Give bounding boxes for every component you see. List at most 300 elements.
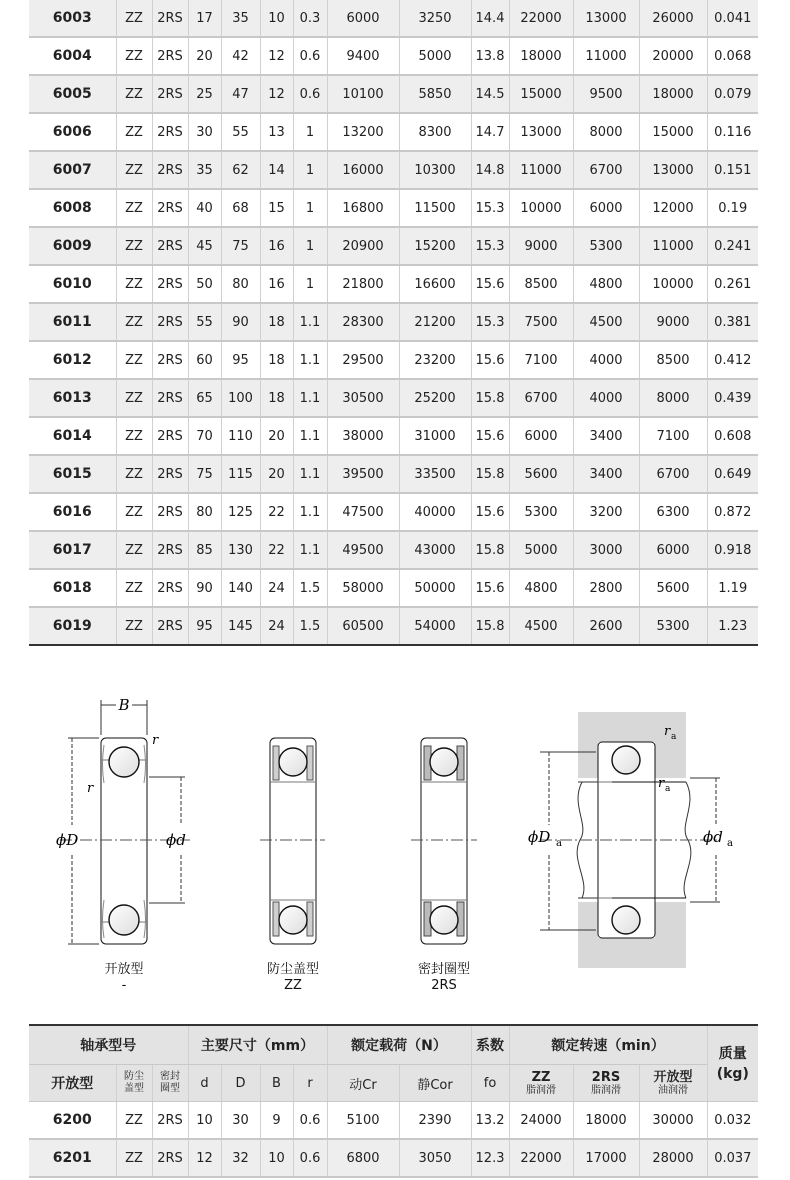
- table-cell: 2390: [399, 1102, 471, 1140]
- table-row: [29, 531, 758, 569]
- table-cell: 6000: [573, 189, 639, 227]
- bearing-model-cell: 6013: [29, 379, 116, 417]
- table-cell: 15.8: [471, 379, 509, 417]
- label-da-sub: a: [727, 838, 733, 849]
- table-cell: 0.6: [293, 75, 327, 113]
- header-speed-open-label: 开放型: [653, 1070, 693, 1085]
- table-cell: ZZ: [116, 341, 152, 379]
- header-speed-open-sub: 油润滑: [658, 1085, 689, 1096]
- table-cell: 8000: [639, 379, 707, 417]
- label-r-top: r: [152, 733, 159, 748]
- bearing-model-cell: 6009: [29, 227, 116, 265]
- table-cell: 10300: [399, 151, 471, 189]
- header-cor: 静Cor: [399, 1065, 471, 1102]
- table-cell: 43000: [399, 531, 471, 569]
- table-cell: 5100: [327, 1102, 399, 1140]
- table-cell: 29500: [327, 341, 399, 379]
- table-cell: 0.041: [707, 0, 758, 37]
- table-cell: 11000: [573, 37, 639, 75]
- table-cell: 30000: [639, 1102, 707, 1140]
- table-cell: 26000: [639, 0, 707, 37]
- table-cell: 2RS: [152, 303, 188, 341]
- table-cell: 30: [221, 1102, 260, 1140]
- table-cell: 30: [188, 113, 221, 151]
- table-cell: 15.8: [471, 607, 509, 645]
- bearing-model-cell: 6017: [29, 531, 116, 569]
- table-cell: 3400: [573, 455, 639, 493]
- table-cell: 2RS: [152, 189, 188, 227]
- table-cell: 0.649: [707, 455, 758, 493]
- header-factor: 系数: [471, 1025, 509, 1065]
- table-cell: 2800: [573, 569, 639, 607]
- table-row: [29, 37, 758, 75]
- table-cell: 1.1: [293, 493, 327, 531]
- table-cell: 0.439: [707, 379, 758, 417]
- table-cell: 13000: [639, 151, 707, 189]
- table-cell: 10: [188, 1102, 221, 1140]
- table-cell: 18000: [639, 75, 707, 113]
- table-cell: 2RS: [152, 1139, 188, 1177]
- table-cell: ZZ: [116, 0, 152, 37]
- table-cell: ZZ: [116, 379, 152, 417]
- table-cell: 33500: [399, 455, 471, 493]
- table-cell: 4500: [573, 303, 639, 341]
- table-cell: 25: [188, 75, 221, 113]
- table-cell: 38000: [327, 417, 399, 455]
- table-cell: 85: [188, 531, 221, 569]
- table-cell: ZZ: [116, 189, 152, 227]
- bearing-model-cell: 6010: [29, 265, 116, 303]
- table-cell: 47: [221, 75, 260, 113]
- header-zz: 防尘 盖型: [116, 1065, 152, 1102]
- table-cell: 40000: [399, 493, 471, 531]
- table-cell: 42: [221, 37, 260, 75]
- table-cell: 3200: [573, 493, 639, 531]
- table-cell: 2RS: [152, 531, 188, 569]
- header-cr: 动Cr: [327, 1065, 399, 1102]
- caption-open: [84, 962, 164, 994]
- table-cell: 6000: [639, 531, 707, 569]
- table-cell: ZZ: [116, 113, 152, 151]
- table-cell: 80: [221, 265, 260, 303]
- table-cell: 3000: [573, 531, 639, 569]
- table-cell: 2RS: [152, 113, 188, 151]
- table-cell: 4000: [573, 379, 639, 417]
- table-cell: 12000: [639, 189, 707, 227]
- table-cell: 16800: [327, 189, 399, 227]
- header-speed-zz-label: ZZ: [531, 1070, 551, 1085]
- table-cell: 0.6: [293, 1102, 327, 1140]
- table-cell: 1.1: [293, 379, 327, 417]
- table-cell: 0.3: [293, 0, 327, 37]
- table-cell: 13.8: [471, 37, 509, 75]
- table-cell: 1: [293, 265, 327, 303]
- table-cell: 0.079: [707, 75, 758, 113]
- table-row: [29, 1139, 758, 1177]
- table-cell: 20900: [327, 227, 399, 265]
- table-cell: 115: [221, 455, 260, 493]
- table-cell: 90: [188, 569, 221, 607]
- label-ra-top-sub: a: [671, 732, 677, 742]
- table-cell: 13200: [327, 113, 399, 151]
- table-cell: 5600: [509, 455, 573, 493]
- table-cell: 9: [260, 1102, 293, 1140]
- table-cell: 31000: [399, 417, 471, 455]
- table-cell: 13000: [509, 113, 573, 151]
- table-cell: 6300: [639, 493, 707, 531]
- bearing-model-cell: 6015: [29, 455, 116, 493]
- table-cell: 50: [188, 265, 221, 303]
- table-cell: 2RS: [152, 37, 188, 75]
- table-cell: 14.4: [471, 0, 509, 37]
- table-cell: 130: [221, 531, 260, 569]
- bearing-model-cell: 6008: [29, 189, 116, 227]
- table-row: [29, 189, 758, 227]
- header-fo: fo: [471, 1065, 509, 1102]
- table-cell: 68: [221, 189, 260, 227]
- table-cell: 0.151: [707, 151, 758, 189]
- table-cell: 13: [260, 113, 293, 151]
- label-Da: ϕD: [528, 828, 551, 846]
- table-cell: 22000: [509, 1139, 573, 1177]
- label-ra-top: r: [664, 724, 671, 739]
- table-cell: 5000: [509, 531, 573, 569]
- table-cell: 14.7: [471, 113, 509, 151]
- bearing-model-cell: 6018: [29, 569, 116, 607]
- table-cell: 5000: [399, 37, 471, 75]
- table-cell: 21800: [327, 265, 399, 303]
- table-cell: 16600: [399, 265, 471, 303]
- table-cell: 24000: [509, 1102, 573, 1140]
- caption-zz: [253, 962, 333, 994]
- table-row: [29, 227, 758, 265]
- table-cell: 10: [260, 0, 293, 37]
- bearing-model-cell: 6011: [29, 303, 116, 341]
- table-cell: 0.19: [707, 189, 758, 227]
- table-cell: 95: [188, 607, 221, 645]
- bearing-model-cell: 6006: [29, 113, 116, 151]
- table-cell: 23200: [399, 341, 471, 379]
- table-cell: 20: [188, 37, 221, 75]
- table-row: [29, 113, 758, 151]
- table-cell: 1.1: [293, 417, 327, 455]
- table-cell: 1: [293, 189, 327, 227]
- table-cell: ZZ: [116, 455, 152, 493]
- table-cell: 2RS: [152, 569, 188, 607]
- table-cell: 1: [293, 151, 327, 189]
- table-cell: 20000: [639, 37, 707, 75]
- table-cell: 12: [260, 37, 293, 75]
- table-cell: 65: [188, 379, 221, 417]
- table-cell: 6700: [573, 151, 639, 189]
- table-cell: 18: [260, 341, 293, 379]
- table-cell: 7500: [509, 303, 573, 341]
- table-cell: 18: [260, 379, 293, 417]
- table-cell: 11500: [399, 189, 471, 227]
- table-cell: 15000: [639, 113, 707, 151]
- header-mass: 质量 (kg): [707, 1025, 758, 1102]
- bearing-model-cell: 6007: [29, 151, 116, 189]
- header-r: r: [293, 1065, 327, 1102]
- table-cell: 8300: [399, 113, 471, 151]
- 2rs-bearing-figure: [411, 738, 477, 944]
- header-2rs: 密封 圈型: [152, 1065, 188, 1102]
- header-d: d: [188, 1065, 221, 1102]
- table-cell: 15.6: [471, 569, 509, 607]
- table-cell: ZZ: [116, 265, 152, 303]
- table-cell: 17000: [573, 1139, 639, 1177]
- table-row: [29, 1102, 758, 1140]
- table-cell: 45: [188, 227, 221, 265]
- table-cell: 2RS: [152, 417, 188, 455]
- table-cell: 14.5: [471, 75, 509, 113]
- table-cell: 2RS: [152, 227, 188, 265]
- table-cell: 35: [188, 151, 221, 189]
- bearing-model-cell: 6201: [29, 1139, 116, 1177]
- table-cell: 90: [221, 303, 260, 341]
- table-cell: 15.6: [471, 493, 509, 531]
- table-cell: 18000: [573, 1102, 639, 1140]
- header-dims: 主要尺寸（mm）: [188, 1025, 327, 1065]
- table-row: [29, 417, 758, 455]
- table-cell: 140: [221, 569, 260, 607]
- table-cell: 39500: [327, 455, 399, 493]
- table-cell: 55: [221, 113, 260, 151]
- zz-bearing-figure: [260, 738, 325, 944]
- label-B: B: [118, 696, 130, 714]
- table-cell: 15.6: [471, 341, 509, 379]
- table-cell: 15.3: [471, 303, 509, 341]
- caption-zz-name: 防尘盖型: [266, 962, 319, 977]
- table-cell: 2RS: [152, 455, 188, 493]
- table-cell: 10100: [327, 75, 399, 113]
- bearing-model-cell: 6014: [29, 417, 116, 455]
- table-cell: 7100: [639, 417, 707, 455]
- table-cell: 55: [188, 303, 221, 341]
- table-cell: ZZ: [116, 417, 152, 455]
- table-cell: 16: [260, 265, 293, 303]
- table-cell: 22000: [509, 0, 573, 37]
- caption-2rs: [404, 962, 484, 994]
- table-cell: 9400: [327, 37, 399, 75]
- table-cell: 1: [293, 227, 327, 265]
- table-cell: 8000: [573, 113, 639, 151]
- table-row: [29, 0, 758, 37]
- table-cell: 6000: [327, 0, 399, 37]
- table-cell: 1.1: [293, 455, 327, 493]
- table-cell: 7100: [509, 341, 573, 379]
- table-cell: 49500: [327, 531, 399, 569]
- table-cell: ZZ: [116, 531, 152, 569]
- table-cell: 28000: [639, 1139, 707, 1177]
- header-D: D: [221, 1065, 260, 1102]
- table-cell: 9500: [573, 75, 639, 113]
- caption-2rs-name: 密封圈型: [417, 962, 470, 977]
- label-ra-mid: r: [658, 776, 665, 791]
- table-cell: 13.2: [471, 1102, 509, 1140]
- table-cell: 3050: [399, 1139, 471, 1177]
- table-cell: 18: [260, 303, 293, 341]
- table-cell: 15.3: [471, 227, 509, 265]
- table-cell: 15.3: [471, 189, 509, 227]
- table-cell: 6800: [327, 1139, 399, 1177]
- table-cell: 9000: [509, 227, 573, 265]
- table-cell: ZZ: [116, 151, 152, 189]
- bearing-model-cell: 6019: [29, 607, 116, 645]
- table-cell: 11000: [639, 227, 707, 265]
- table-cell: 20: [260, 455, 293, 493]
- table-cell: 28300: [327, 303, 399, 341]
- table-row: [29, 303, 758, 341]
- table-cell: 75: [221, 227, 260, 265]
- table-cell: 2RS: [152, 265, 188, 303]
- table-cell: ZZ: [116, 1139, 152, 1177]
- table-cell: 70: [188, 417, 221, 455]
- table-cell: 17: [188, 0, 221, 37]
- table-cell: 10000: [639, 265, 707, 303]
- table-cell: 22: [260, 531, 293, 569]
- table-cell: 15200: [399, 227, 471, 265]
- table-cell: 12: [188, 1139, 221, 1177]
- table-cell: 0.6: [293, 37, 327, 75]
- table-cell: 0.068: [707, 37, 758, 75]
- table-cell: 145: [221, 607, 260, 645]
- bearing-model-cell: 6003: [29, 0, 116, 37]
- bearing-diagrams: [0, 680, 790, 1000]
- table-cell: 8500: [509, 265, 573, 303]
- table-cell: 1.5: [293, 569, 327, 607]
- table-cell: 110: [221, 417, 260, 455]
- header-load: 额定载荷（N）: [327, 1025, 471, 1065]
- table-cell: 0.412: [707, 341, 758, 379]
- table-cell: 18000: [509, 37, 573, 75]
- table-cell: 2600: [573, 607, 639, 645]
- table-row: [29, 455, 758, 493]
- header-speed-zz: [509, 1065, 573, 1102]
- bearing-table-6000-series: [29, 0, 758, 646]
- table-row: [29, 607, 758, 645]
- table-cell: 5300: [509, 493, 573, 531]
- table-cell: 30500: [327, 379, 399, 417]
- table-row: [29, 151, 758, 189]
- table-cell: 1.23: [707, 607, 758, 645]
- table-cell: 6700: [509, 379, 573, 417]
- header-speed-2rs: [573, 1065, 639, 1102]
- caption-2rs-code: 2RS: [431, 978, 457, 993]
- bearing-model-cell: 6200: [29, 1102, 116, 1140]
- table-cell: 8500: [639, 341, 707, 379]
- table-cell: 15.6: [471, 265, 509, 303]
- table-cell: 0.608: [707, 417, 758, 455]
- table-cell: 5850: [399, 75, 471, 113]
- table-cell: 2RS: [152, 493, 188, 531]
- table-cell: 14.8: [471, 151, 509, 189]
- table-cell: 1: [293, 113, 327, 151]
- table-row: [29, 493, 758, 531]
- table-cell: 2RS: [152, 1102, 188, 1140]
- header-speed-zz-sub: 脂润滑: [526, 1085, 557, 1096]
- table-cell: 2RS: [152, 379, 188, 417]
- table-cell: 25200: [399, 379, 471, 417]
- table-cell: 1.19: [707, 569, 758, 607]
- table-cell: ZZ: [116, 607, 152, 645]
- table-cell: 1.1: [293, 303, 327, 341]
- table-cell: 32: [221, 1139, 260, 1177]
- table-cell: 22: [260, 493, 293, 531]
- header-speed: 额定转速（min）: [509, 1025, 707, 1065]
- table-cell: 1.1: [293, 341, 327, 379]
- table-cell: 0.918: [707, 531, 758, 569]
- bearing-model-cell: 6005: [29, 75, 116, 113]
- bearing-drawing: [0, 680, 790, 1000]
- table-cell: 0.037: [707, 1139, 758, 1177]
- table-cell: 3250: [399, 0, 471, 37]
- table-cell: 60: [188, 341, 221, 379]
- table-cell: 50000: [399, 569, 471, 607]
- table-cell: 15: [260, 189, 293, 227]
- bearing-model-cell: 6004: [29, 37, 116, 75]
- table-cell: 0.381: [707, 303, 758, 341]
- table-cell: 24: [260, 607, 293, 645]
- table-cell: 40: [188, 189, 221, 227]
- table-cell: 3400: [573, 417, 639, 455]
- table-cell: 5300: [573, 227, 639, 265]
- label-r-left: r: [87, 781, 94, 796]
- header-speed-open: [639, 1065, 707, 1102]
- table-cell: 80: [188, 493, 221, 531]
- bearing-model-cell: 6012: [29, 341, 116, 379]
- label-da: ϕd: [703, 828, 723, 846]
- table-cell: 2RS: [152, 341, 188, 379]
- table-cell: 4800: [573, 265, 639, 303]
- table-cell: ZZ: [116, 75, 152, 113]
- caption-zz-code: ZZ: [284, 978, 302, 993]
- table-cell: 2RS: [152, 0, 188, 37]
- table-row: [29, 341, 758, 379]
- table-cell: 12: [260, 75, 293, 113]
- table-cell: 62: [221, 151, 260, 189]
- table-cell: 6000: [509, 417, 573, 455]
- bearing-table-6200-series: [29, 1024, 758, 1178]
- table-cell: 60500: [327, 607, 399, 645]
- table-row: [29, 265, 758, 303]
- table-cell: 13000: [573, 0, 639, 37]
- label-D: ϕD: [56, 831, 79, 849]
- table-cell: 4000: [573, 341, 639, 379]
- table-cell: ZZ: [116, 303, 152, 341]
- table-cell: 0.241: [707, 227, 758, 265]
- table-cell: 10000: [509, 189, 573, 227]
- table-cell: 16000: [327, 151, 399, 189]
- table-cell: ZZ: [116, 227, 152, 265]
- table-cell: 14: [260, 151, 293, 189]
- table-cell: 0.261: [707, 265, 758, 303]
- table-cell: 54000: [399, 607, 471, 645]
- table-cell: 24: [260, 569, 293, 607]
- header-speed-2rs-sub: 脂润滑: [591, 1085, 622, 1096]
- table-cell: 4800: [509, 569, 573, 607]
- label-ra-mid-sub: a: [665, 784, 671, 794]
- table-cell: 15000: [509, 75, 573, 113]
- table-cell: 20: [260, 417, 293, 455]
- table-cell: 10: [260, 1139, 293, 1177]
- table-cell: ZZ: [116, 493, 152, 531]
- table-cell: 1.1: [293, 531, 327, 569]
- header-open: 开放型: [29, 1065, 116, 1102]
- header-B: B: [260, 1065, 293, 1102]
- table-cell: 0.116: [707, 113, 758, 151]
- table-cell: 6700: [639, 455, 707, 493]
